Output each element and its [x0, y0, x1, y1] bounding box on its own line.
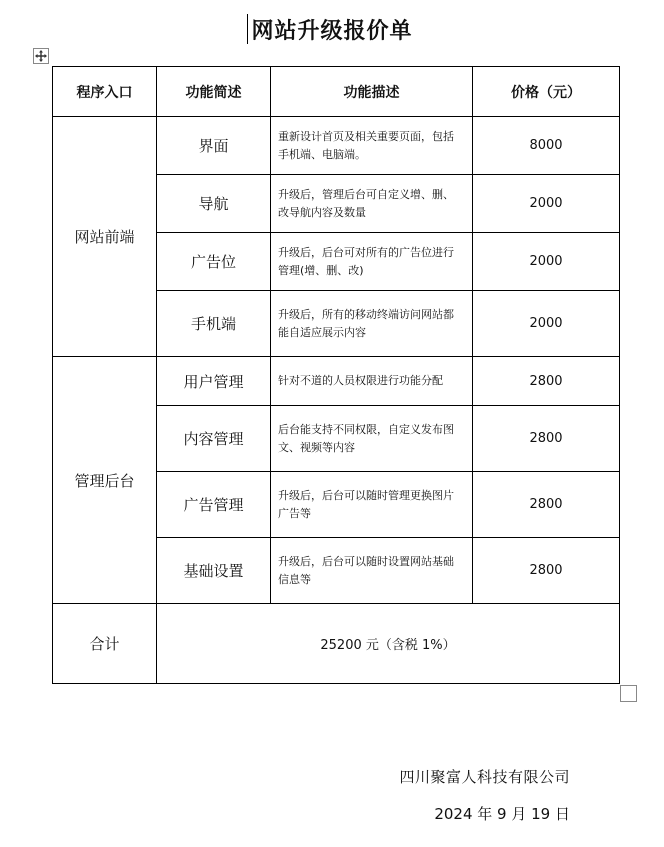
total-label: 合计 [53, 604, 157, 684]
function-cell: 手机端 [157, 291, 271, 357]
category-cell: 网站前端 [53, 117, 157, 357]
table-row [53, 357, 620, 406]
description-cell: 升级后，后台可对所有的广告位进行管理(增、删、改) [271, 233, 473, 291]
table-move-handle-icon[interactable] [33, 48, 49, 64]
price-cell: 2000 [473, 175, 620, 233]
function-cell: 导航 [157, 175, 271, 233]
price-cell: 2000 [473, 291, 620, 357]
description-cell: 重新设计首页及相关重要页面，包括手机端、电脑端。 [271, 117, 473, 175]
header-description: 功能描述 [271, 67, 473, 117]
function-cell: 内容管理 [157, 406, 271, 472]
document-title: 网站升级报价单 [251, 19, 413, 44]
description-cell: 升级后，后台可以随时设置网站基础信息等 [271, 538, 473, 604]
function-cell: 广告位 [157, 233, 271, 291]
table-header-row [53, 67, 620, 117]
function-cell: 广告管理 [157, 472, 271, 538]
description-cell: 后台能支持不同权限，自定义发布图文、视频等内容 [271, 406, 473, 472]
total-value: 25200 元（含税 1%） [157, 604, 620, 684]
function-cell: 界面 [157, 117, 271, 175]
header-function: 功能简述 [157, 67, 271, 117]
total-row [53, 604, 620, 684]
quote-table [52, 66, 620, 684]
table-row [53, 117, 620, 175]
function-cell: 用户管理 [157, 357, 271, 406]
price-cell: 2800 [473, 472, 620, 538]
table-resize-handle[interactable] [620, 685, 637, 702]
category-cell: 管理后台 [53, 357, 157, 604]
document-date: 2024 年 9 月 19 日 [434, 805, 570, 823]
header-entry: 程序入口 [53, 67, 157, 117]
description-cell: 升级后，所有的移动终端访问网站都能自适应展示内容 [271, 291, 473, 357]
header-price: 价格（元） [473, 67, 620, 117]
price-cell: 2000 [473, 233, 620, 291]
price-cell: 2800 [473, 406, 620, 472]
price-cell: 2800 [473, 538, 620, 604]
company-name: 四川聚富人科技有限公司 [399, 768, 570, 786]
price-cell: 8000 [473, 117, 620, 175]
price-cell: 2800 [473, 357, 620, 406]
description-cell: 针对不道的人员权限进行功能分配 [271, 357, 473, 406]
function-cell: 基础设置 [157, 538, 271, 604]
description-cell: 升级后，管理后台可自定义增、删、改导航内容及数量 [271, 175, 473, 233]
text-cursor [247, 14, 248, 44]
description-cell: 升级后，后台可以随时管理更换图片广告等 [271, 472, 473, 538]
